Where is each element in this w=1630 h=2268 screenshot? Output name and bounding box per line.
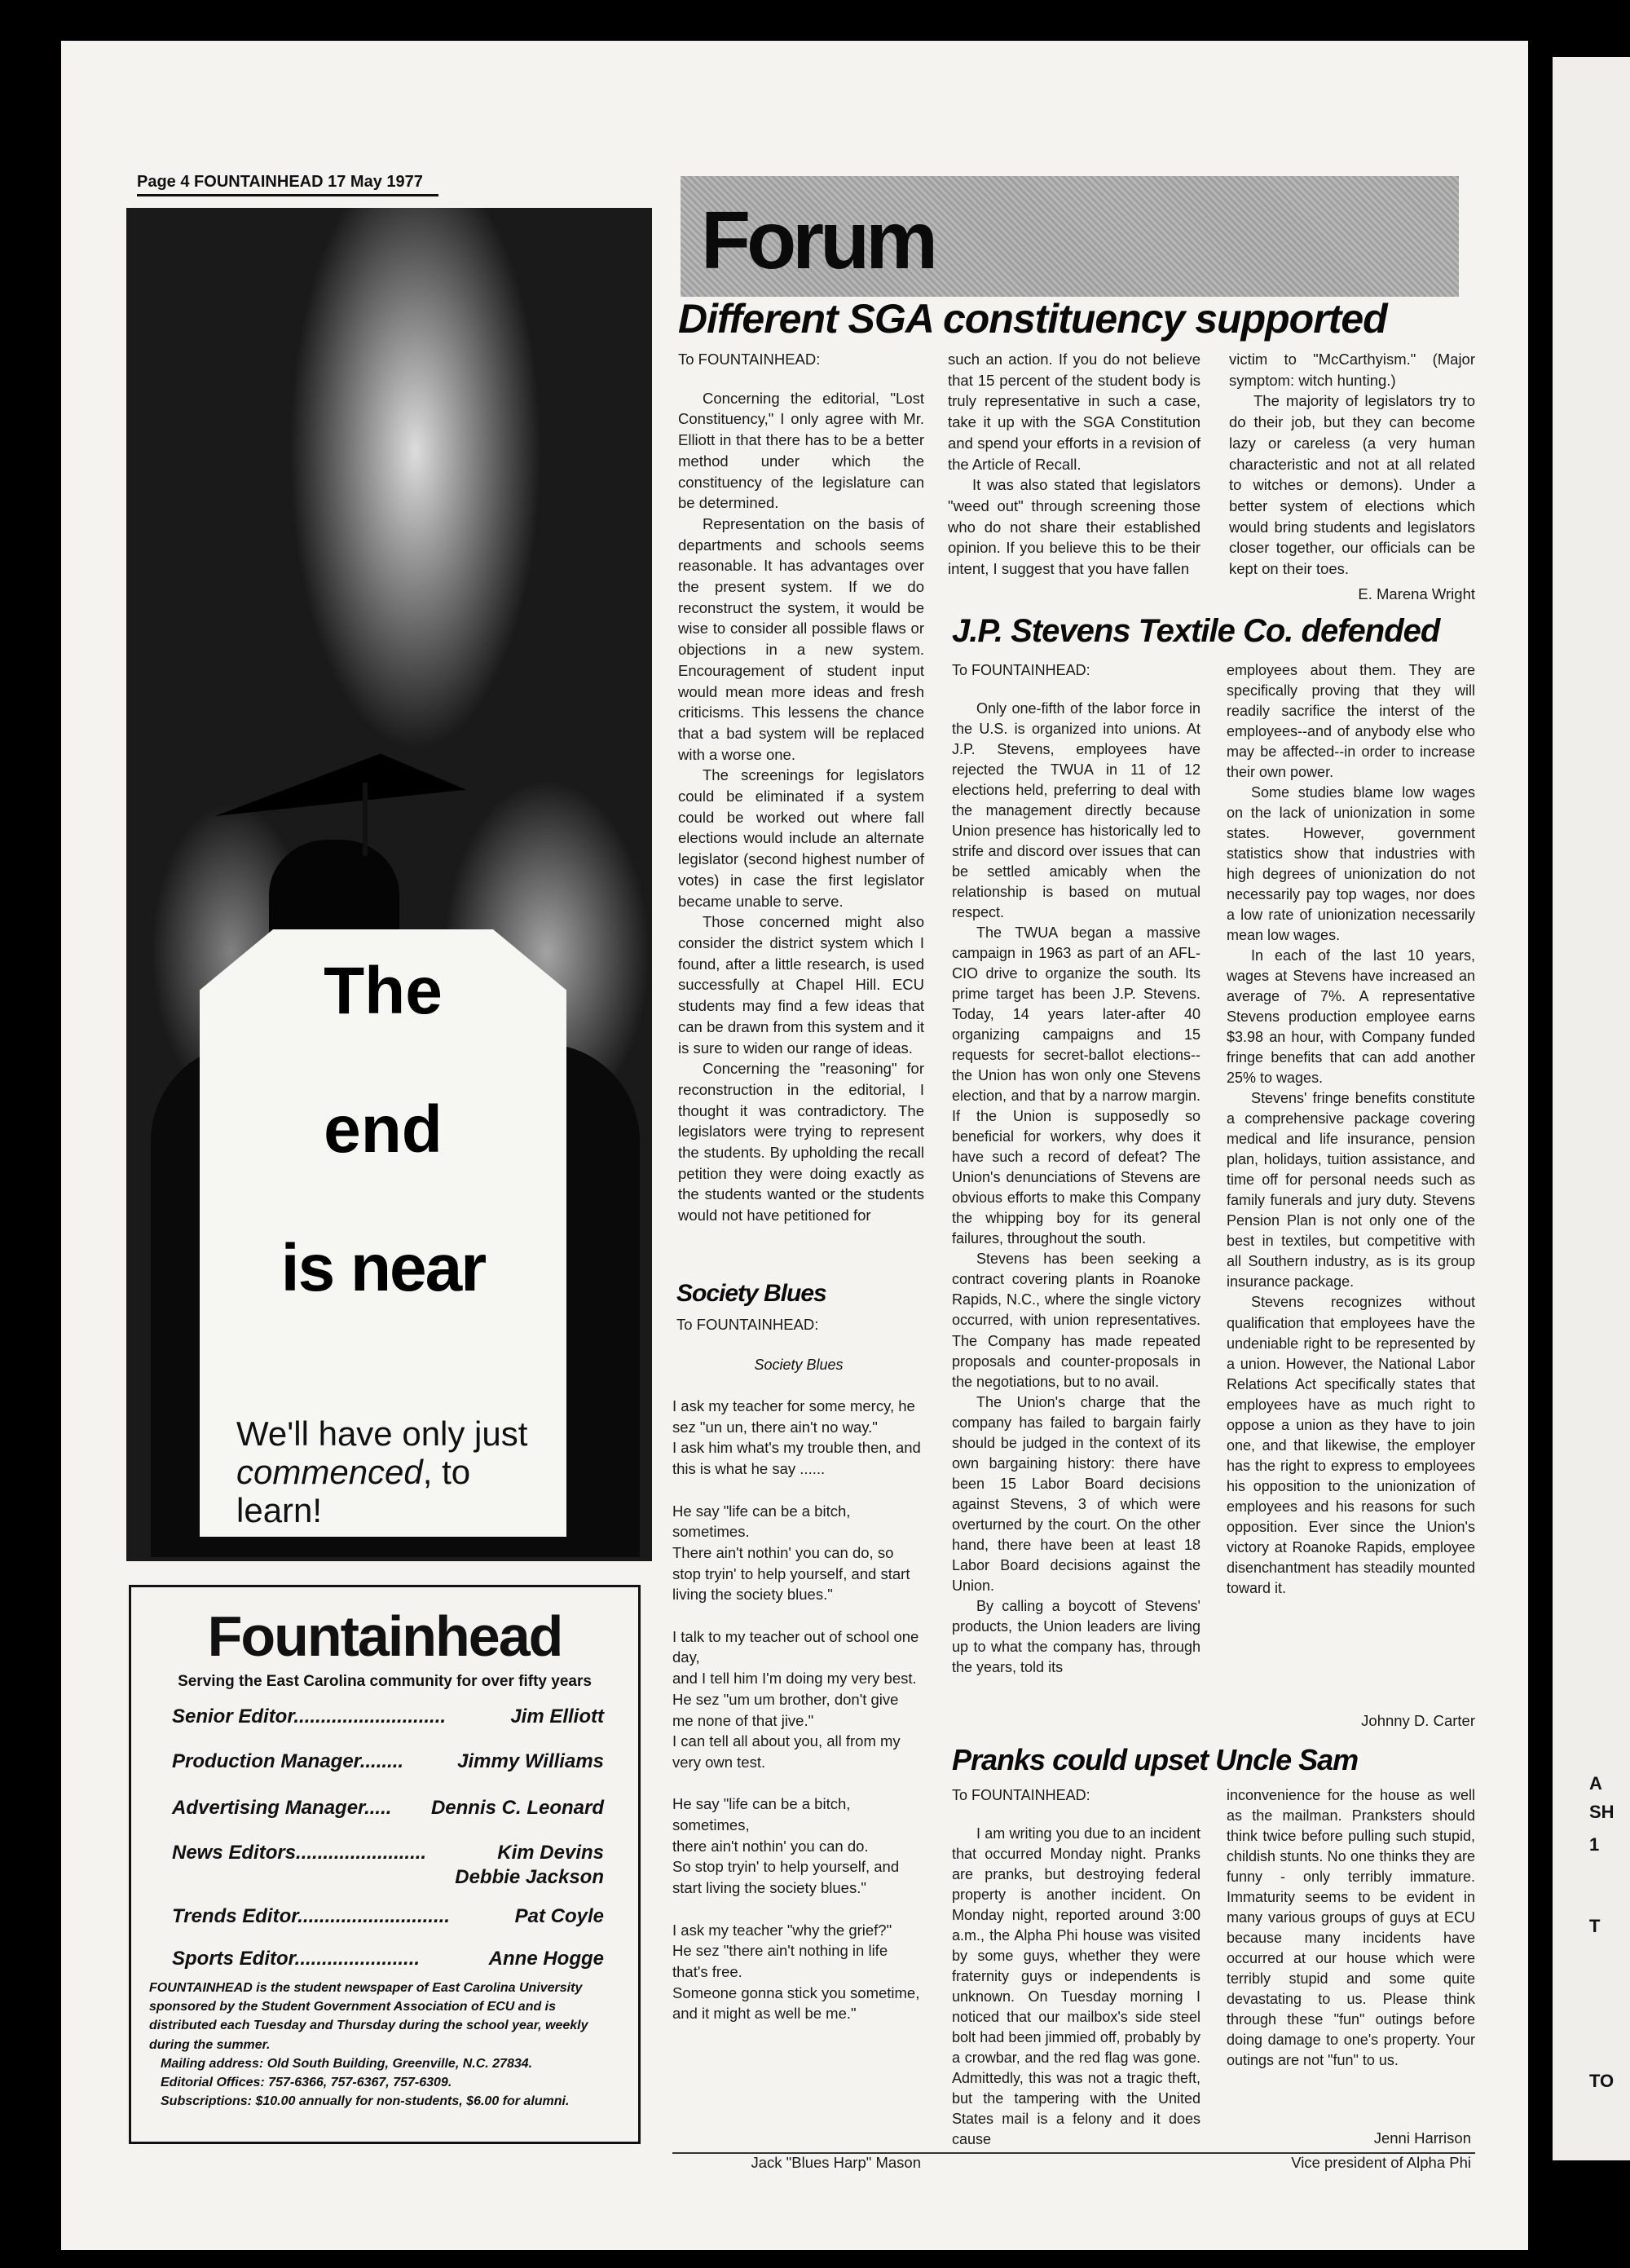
staff-row: Production Manager........ Jimmy Williams — [172, 1750, 604, 1772]
masthead-subscriptions: Subscriptions: $10.00 annually for non-students, $6.00 for alumni. — [161, 2094, 570, 2109]
sign-line-1: The — [324, 954, 443, 1028]
staff-row: Senior Editor............................ Jim Elliott — [172, 1705, 604, 1727]
next-page-fragment: A — [1589, 1773, 1602, 1794]
next-page-fragment: TO — [1589, 2071, 1615, 2091]
signature-stevens: Johnny D. Carter — [1361, 1712, 1475, 1729]
headline-stevens: J.P. Stevens Textile Co. defended — [952, 613, 1440, 649]
headline-pranks: Pranks could upset Uncle Sam — [952, 1743, 1359, 1776]
next-page-fragment: SH — [1589, 1802, 1615, 1822]
sign-line-3: is near — [280, 1231, 486, 1305]
letter-sga-col2: such an action. If you do not believe that 15 percent of the student body is truly representative in such a case, take it up with the SGA Constitution and spend your efforts in a revision of the Article of Recall. It was also stated that legislators "weed out" through screening those who do not share their established opinion. If you believe this to be their intent, I suggest that you have fallen — [948, 351, 1200, 578]
poem-title: Society Blues — [754, 1357, 844, 1373]
staff-row: News Editors........................ Kim Devins — [172, 1842, 604, 1864]
letter-stevens-col1: To FOUNTAINHEAD: Only one-fifth of the labor force in the U.S. is organized into unions. At J.P. Stevens, employees have rejected the TWUA in 11 of 12 elections held, preferring to deal with the management directly because Union presence has historically led to strife and discord over issues that can be settled amicably when the relationship is based on mutual respect. The TWUA began a massive campaign in 1963 as part of an AFL-CIO drive to organize the south. Its prime target has been J.P. Stevens. Today, 14 years later-after 40 organizing campaigns and 15 requests for secret-ballot elections--the Union has won only one Stevens election, and that by a narrow margin. If the Union is supposedly so beneficial for workers, why does it have such a record of defeat? The Union's denunciations of Stevens are obvious efforts to make this Company the whipping boy for its general failures, throughout the south. Stevens has been seeking a contract covering plants in Roanoke Rapids, N.C., where the single victory occurred, with union representatives. The Company has made repeated proposals and counter-proposals in the negotiations, but to no avail. The Union's charge that the company has failed to bargain fairly should be judged in the context of its own bargaining history: there have been 15 Labor Board decisions against Stevens, 3 of which were overturned by the court. On the other hand, there have been at least 18 Labor Board decisions against the Union. By calling a boycott of Stevens' products, the Union leaders are living up to what the company has, through the years, told its — [952, 662, 1200, 1675]
cap-tassel — [363, 783, 368, 856]
letter-stevens-col2: employees about them. They are specifically proving that they will readily sacrifice the interst of the employees--and of anybody else who may be affected--in order to increase their own power. Some studies blame low wages on the lack of unionization in some states. However, government statistics show that industries with high degrees of unionization do not necessarily pay top wages, nor does a low rate of unionization necessarily mean low wages. In each of the last 10 years, wages at Stevens have increased an average of 7%. A representative Stevens production employee earns $3.98 an hour, with Company funded fringe benefits that can add another 25% to wages. Stevens' fringe benefits constitute a comprehensive package covering medical and life insurance, pension plan, holidays, tuition assistance, and time off for personal needs such as family funerals and jury duty. Stevens Pension Plan is not only one of the best in textiles, but competitive with all Southern industry, as is its group insurance package. Stevens recognizes without qualification that employees have the undeniable right to be represented by a union. However, the National Labor Relations Act specifically states that employees have as much right to oppose a union as they have to join one, and that likewise, the employer has the right to express to employees his opposition to the unionization of employees and his reasons for such opposition. Ever since the Union's victory at Roanoke Rapids, employee disenchantment has steadily mounted toward it. — [1227, 662, 1475, 1596]
letter-pranks-col1: To FOUNTAINHEAD: I am writing you due to an incident that occurred Monday night. Pranks are pranks, but destroying federal property is another incident. On Monday night, reported around 3:00 a.m., the Alpha Phi house was visited by some guys, whether they were fraternity guys or independents is unknown. On Tuesday morning I noticed that our mailbox's side steel bolt had been jimmied off, probably by a crowbar, and the red flag was gone. Admittedly, this was not a tragic theft, but the tampering with the United States mail is a felony and it does cause — [952, 1787, 1200, 2148]
staff-row: Advertising Manager..... Dennis C. Leonard — [172, 1797, 604, 1819]
signature-sga: E. Marena Wright — [1358, 585, 1475, 602]
letter-sga-col1: To FOUNTAINHEAD: Concerning the editorial, "Lost Constituency," I only agree with Mr. Elliott in that there has to be a better method under which the constituency of the legislature can be determined. Representation on the basis of departments and schools seems reasonable. It has advantages over the present system. If we do reconstruct the system, it would be wise to consider all possible flaws or objections in a new system. Encouragement of student input would mean more ideas and fresh criticisms. This lessens the chance that a bad system will be replaced with a worse one. The screenings for legislators could be eliminated if a system could be worked out where fall elections would include an alternate legislator (second highest number of votes) in case the first legislator became unable to serve. Those concerned might also consider the district system which I found, after a little research, is used successfully at Chapel Hill. ECU students may find a few ideas that can be drawn from this system and it is sure to widen our range of ideas. Concerning the "reasoning" for reconstruction in the editorial, I thought it was contradictory. The legislators were trying to represent the students. By upholding the recall petition they were doing exactly as the students wanted or the students would not have petitioned for — [678, 351, 924, 1224]
masthead-mailing: Mailing address: Old South Building, Greenville, N.C. 27834. — [161, 2056, 533, 2071]
poem-text: I ask my teacher for some mercy, he sez "un un, there ain't no way." I ask him what's my trouble then, and this is what he say ...... He say "life can be a bitch, sometimes. There ain't nothin' you can do, so stop tryin' to help yourself, and start living the society blues." I talk to my teacher out of school one day, and I tell him I'm doing my very best. He sez "um um brother, don't give me none of that jive." I can tell all about you, all from my very own test. He say "life can be a bitch, sometimes, there ain't nothin' you can do. So stop tryin' to help yourself, and start living the society blues." I ask my teacher "why the grief?" He sez "there ain't nothing in life that's free. Someone gonna stick you sometime, and it might as well be me." — [672, 1397, 921, 2023]
sign-line-2: end — [324, 1092, 443, 1167]
signature-pranks: Jenni Harrison — [1373, 2129, 1471, 2147]
masthead-title: Fountainhead — [207, 1604, 562, 1668]
masthead-notes — [149, 1979, 622, 2111]
page-folio: Page 4 FOUNTAINHEAD 17 May 1977 — [137, 173, 438, 196]
letter-pranks-col2: inconvenience for the house as well as the mailman. Pranksters should think twice before pulling such stupid, childish stunts. No one thinks they are funny - only terribly immature. Immaturity seems to be evident in many various groups of guys at ECU because many incidents have occurred at our house which were terribly stupid and some quite devastating to us. Please think through these "fun" outings before doing damage to one's property. Your outings are not "fun" to us. — [1227, 1787, 1475, 2069]
signature-poem: Jack "Blues Harp" Mason — [751, 2154, 921, 2171]
next-page-fragment: 1 — [1589, 1834, 1600, 1855]
letter-sga-col3: victim to "McCarthyism." (Major symptom: witch hunting.) The majority of legislators try to do their job, but they can become lazy or careless (a very human characteristic and not at all related to witches or demons). Under a better system of elections which would bring students and legislators closer together, our officials can be kept on their toes. — [1229, 351, 1475, 578]
next-page-fragment: T — [1589, 1916, 1601, 1936]
sign-subtext: We'll have only just commenced, to learn! — [236, 1414, 528, 1530]
poem-to: To FOUNTAINHEAD: — [676, 1316, 819, 1333]
signature-pranks-title: Vice president of Alpha Phi — [1291, 2154, 1471, 2171]
masthead-about: FOUNTAINHEAD is the student newspaper of East Carolina University sponsored by the Student Government Association of ECU and is distributed each Tuesday and Thursday during the school year, weekly during the summer. — [149, 1981, 588, 2052]
headline-sga: Different SGA constituency supported — [678, 296, 1387, 342]
staff-row: Trends Editor............................ Pat Coyle — [172, 1905, 604, 1927]
masthead-offices: Editorial Offices: 757-6366, 757-6367, 757-6309. — [161, 2075, 452, 2089]
section-title: Forum — [701, 195, 935, 286]
masthead-tagline: Serving the East Carolina community for over fifty years — [178, 1673, 592, 1690]
masthead-box: Fountainhead Serving the East Carolina community for over fifty years Senior Editor............................ Jim Elliott Production Manager........ Jimmy Williams Advertising Manager..... Dennis C. Leonard News Editors........................ Kim Devins Debbie Jackson Trends Editor............................ Pat Coyle Sports Editor....................... Anne Hogge FOUNTAINHEAD is the student newspaper of East Carolina University sponsored by the Student Government Association of ECU and is distributed each Tuesday and Thursday during the school year, weekly during the summer. Mailing address: Old South Building, Greenville, N.C. 27834. Editorial Offices: 757-6366, 757-6367, 757-6309. Subscriptions: $10.00 annually for non-students, $6.00 for alumni. — [129, 1585, 641, 2144]
headline-society-blues: Society Blues — [676, 1280, 826, 1307]
staff-row: Sports Editor....................... Anne Hogge — [172, 1948, 604, 1970]
